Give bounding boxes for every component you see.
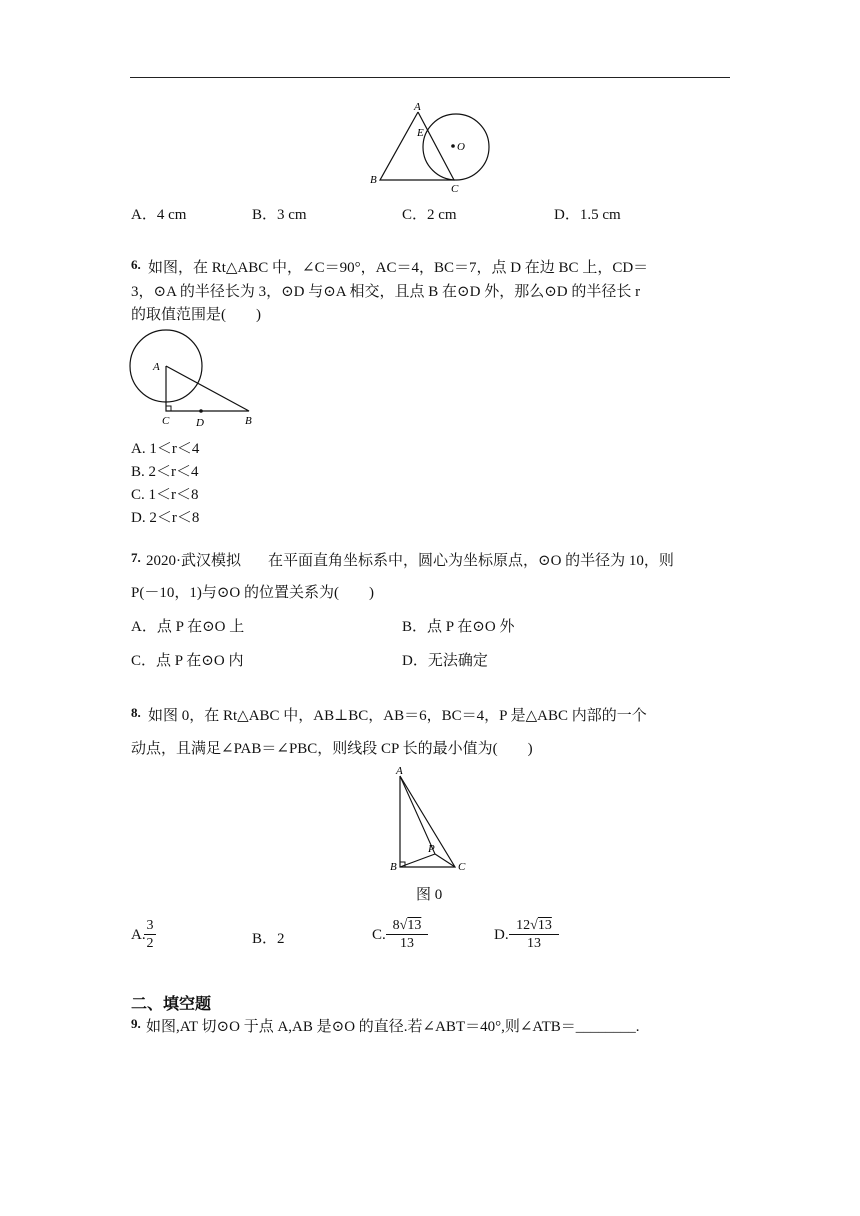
- q8-a-denominator: 2: [146, 936, 154, 951]
- q5-option-d[interactable]: D．1.5 cm: [554, 207, 621, 223]
- q5-option-b[interactable]: B．3 cm: [252, 207, 307, 223]
- q8-option-c-fraction[interactable]: [386, 917, 428, 952]
- q7-line1: 在平面直角坐标系中，圆心为坐标原点，⊙O 的半径为 10，则: [268, 553, 674, 569]
- q8-label-c: C: [458, 861, 466, 873]
- q8-d-denominator: 13: [527, 936, 541, 951]
- q8-d-radicand: 13: [537, 918, 552, 933]
- q6-option-b[interactable]: B. 2＜r＜4: [131, 464, 199, 480]
- q5-figure: [360, 100, 500, 195]
- q7-option-a[interactable]: A．点 P 在⊙O 上: [131, 619, 245, 635]
- q6-label-a: A: [153, 361, 160, 373]
- q8-line1: 如图 0，在 Rt△ABC 中，AB⊥BC，AB＝6，BC＝4，P 是△ABC 内部的一个: [148, 708, 647, 724]
- q5-label-a: A: [414, 101, 421, 113]
- q7-option-b[interactable]: B．点 P 在⊙O 外: [402, 619, 515, 635]
- q8-d-numerator: [509, 917, 559, 935]
- q8-line2: 动点，且满足∠PAB＝∠PBC，则线段 CP 长的最小值为( ): [131, 741, 533, 757]
- q8-label-a: A: [396, 765, 403, 777]
- section2-title: 二、填空题: [131, 996, 212, 1013]
- q8-option-a-prefix[interactable]: A.: [131, 927, 146, 943]
- q5-option-a[interactable]: A．4 cm: [131, 207, 187, 223]
- q7-line2: P(－10，1)与⊙O 的位置关系为( ): [131, 585, 374, 601]
- q8-d-coef: 12: [516, 918, 531, 933]
- q8-option-d-prefix[interactable]: D.: [494, 927, 509, 943]
- q8-option-a-fraction[interactable]: [144, 917, 156, 952]
- q7-number: 7.: [131, 550, 141, 565]
- q6-line2: 3，⊙A 的半径长为 3，⊙D 与⊙A 相交，且点 B 在⊙D 外，那么⊙D 的半径长 r: [131, 284, 641, 300]
- q5-label-e: E: [417, 127, 424, 139]
- q6-number: 6.: [131, 257, 141, 272]
- q8-c-denominator: 13: [400, 936, 414, 951]
- q8-c-coef: 8: [392, 918, 400, 933]
- q8-c-radicand: 13: [407, 918, 422, 933]
- sqrt-icon: √: [399, 918, 408, 933]
- q5-option-c[interactable]: C．2 cm: [402, 207, 457, 223]
- q8-label-b: B: [390, 861, 397, 873]
- q5-label-b: B: [370, 174, 377, 186]
- q6-label-c: C: [162, 415, 170, 427]
- q6-label-d: D: [196, 417, 204, 429]
- sqrt-icon: √: [530, 918, 538, 933]
- q5-label-c: C: [451, 183, 459, 195]
- q7-option-c[interactable]: C．点 P 在⊙O 内: [131, 653, 244, 669]
- q8-number: 8.: [131, 705, 141, 720]
- q6-line3: 的取值范围是( ): [131, 307, 261, 323]
- q5-label-o: O: [457, 141, 465, 153]
- q6-figure: [125, 325, 265, 430]
- q8-label-p: P: [428, 843, 435, 855]
- q8-a-numerator: 3: [144, 917, 156, 935]
- q9-text: 如图,AT 切⊙O 于点 A,AB 是⊙O 的直径.若∠ABT＝40°,则∠ATB＝________.: [146, 1019, 640, 1035]
- q8-option-d-fraction[interactable]: [509, 917, 559, 952]
- q7-source: 2020·武汉模拟: [146, 553, 241, 569]
- q6-option-c[interactable]: C. 1＜r＜8: [131, 487, 199, 503]
- q8-figure: [385, 762, 480, 874]
- q6-label-b: B: [245, 415, 252, 427]
- q9-number: 9.: [131, 1016, 141, 1031]
- q6-option-a[interactable]: A. 1＜r＜4: [131, 441, 200, 457]
- q8-caption: 图 0: [416, 887, 443, 903]
- q6-line1: 如图，在 Rt△ABC 中，∠C＝90°，AC＝4，BC＝7，点 D 在边 BC 上，CD＝: [148, 260, 649, 276]
- header-rule: [130, 77, 730, 78]
- q6-option-d[interactable]: D. 2＜r＜8: [131, 510, 200, 526]
- q7-option-d[interactable]: D．无法确定: [402, 653, 488, 669]
- q8-option-c-prefix[interactable]: C.: [372, 927, 386, 943]
- q8-c-numerator: [386, 917, 428, 935]
- q8-option-b[interactable]: B．2: [252, 931, 285, 947]
